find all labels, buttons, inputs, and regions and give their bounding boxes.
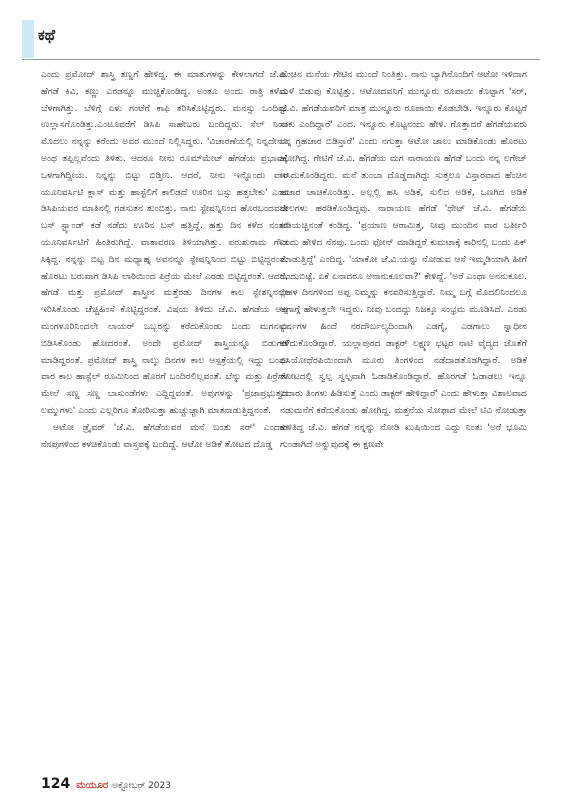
- page-number: 124: [41, 776, 71, 792]
- paragraph: ಎಂದು ಪ್ರಮೋದ್ ಶಾಸ್ತ್ರಿ ತಣ್ಣಗೆ ಹೇಳಿದ್ದ. ಈ ಮಾತುಗಳನ್ನು ಕೇಳಲಾಗದೆ ಜೆ.ವಿ. ಹೆಗಡೆ ಕಿವಿ, ಕಣ್ಣು ಎರಡನ್ನೂ ಮುಚ್ಚಿಕೊಂಡಿದ್ದ. ಅಂತೂ ಅಂದು ರಾತ್ರಿ ಕಳೆದು ಬೆಳಗಾಗಿತ್ತು. ಬೆಳಿಗ್ಗೆ ಏಳು ಗಂಟೆಗೆ ಕಾಫಿ ತರಿಸಿಕೊಟ್ಟಿದ್ದರು. ಮನಸ್ಸು ಒಂದಿಷ್ಟು ಉಲ್ಲಾಸಗೊಂಡಿತ್ತು.ಎಂಟೂವರೆಗೆ ಡಿಸಿಪಿ ಸಾಹೇಬರು ಬಂದಿದ್ದರು. ಸೆಲ್ ನಿಂದ ಮೊದಲು ನನ್ನನ್ನು ಕರೆಂದು ಅವರ ಮುಂದೆ ನಿಲ್ಲಿಸಿದ್ದರು. 'ವಿಚಾರಣೆಯಲ್ಲಿ ನಿನ್ನದೇನೂ ಅಂಥ ತಪ್ಪಿಲ್ಲವೆಂದು ತಿಳಿತು. ಆದರೂ ನೀನು ರೂಮ್‌ಮೇಟ್ ಹೆಗಡೆಯ ಪ್ರಭಾವಕ್ಕೆ ಒಳಗಾಗಿದ್ದೀಯ. ನಿನ್ನನ್ನು ಬಿಟ್ಟು ಬಿಡ್ತೀನಿ. ಆದರೆ, ನೀನು ಇನ್ನೊಂದು ವಾರ ಯೂನಿವರ್ಸಿಟಿ ಕ್ಲಾಸ್ ಮತ್ತು ಹಾಸ್ಟೆಲಿಗೆ ಕಾಲಿಡದೆ ಊರಿನ ಬಸ್ಸು ಹತ್ತಬೇಕು' ಎಂದ ಡಿಸಿಪಿಯವರ ಮಾತಿನಲ್ಲಿ ಗಡಸುತನ ತುಂಬಿತ್ತು. ನಾನು ಸ್ಟೇಷನ್ನಿನಿಂದ ಹೊರಬಂದವನೇ ಬಸ್ ಸ್ಟ್ಯಾಂಡ್ ಕಡೆ ನಡೆದು ಊರಿನ ಬಸ್ ಹತ್ತಿದ್ದೆ. ಹತ್ತು ದಿನ ಕಳೆದ ನಂತರ ಯೂನಿವರ್ಸಿಟಿಗೆ ಹಿಂತಿರುಗಿದ್ದೆ. ವಾತಾವರಣ ತಿಳಿಯಾಗಿತ್ತು. ಪರುಶುರಾಮ ಗೌಡ ಸಿಕ್ಕಿದ್ದ. ನನ್ನನ್ನು ಬಿಟ್ಟ ದಿನ ಮಧ್ಯಾಹ್ನ ಅವನನ್ನೂ ಸ್ಟೇಷನ್ನಿನಿಂದ ಬಿಟ್ಟು ಬಿಟ್ಟಿದ್ದರಂತೆ. ಹೊರಟು ಬರುವಾಗ ಡಿಸಿಪಿ ಲಾಠಿಯಿಂದ ಪಿರ್ರೆಯ ಮೇಲೆ ಎರಡು ಬಿಟ್ಟಿದ್ದರಂತೆ. ಆದರೆ, ಹೆಗಡೆ ಮತ್ತು ಪ್ರಮೋದ್ ಶಾಸ್ತ್ರೀನ ಮತ್ತೆರಡು ದಿನಗಳ ಕಾಲ ಸ್ಟೇಶನ್ನಿನಲ್ಲೇ ಇರಿಸಿಕೊಂಡು ಚೆಚ್ಚಿಹಿಂಸೆ ಕೊಟ್ಟಿದ್ದರಂತೆ. ವಿಷಯ ತಿಳಿದು ಜೆ.ವಿ. ಹೆಗಡೆಯ ಅಪ್ಪ ಮಂಗಳೂರಿನಿಂದಲೇ ಲಾಯರ್ ಒಬ್ಬರನ್ನು ಕರೆದುಕೊಂಡು ಬಂದು ಮಗನನ್ನು ಬಿಡಿಸಿಕೊಂಡು ಹೋದರಂತೆ. ಅಂದೇ ಪ್ರಮೋದ್ ಶಾಸ್ತ್ರಿಯನ್ನೂ ಬಿಡುಗಡೆ ಮಾಡಿದ್ದರಂತೆ. ಪ್ರಮೋದ್ ಶಾಸ್ತ್ರಿ ನಾಲ್ಕು ದಿನಗಳ ಕಾಲ ಆಸ್ಪತ್ರೆಯಲ್ಲಿ ಇದ್ದು ಬಂದು ವಾರ ಕಾಲ ಹಾಸ್ಟೆಲ್ ರೂಮಿನಿಂದ ಹೊರಗೆ ಬಂದಿರಲಿಲ್ಲವಂತೆ. ಬೆನ್ನು ಮತ್ತು ಪಿರ್ರೆಗಳ ಮೇಲೆ ಸಣ್ಣ ಸಣ್ಣ ಬಾಸುಂಡೆಗಳು ಎದ್ದಿದ್ದವಂತೆ. ಅವುಗಳನ್ನು 'ಪ್ರಜಾಪ್ರಭುತ್ವದ ಲಮ್ಮುಗಳು' ಎಂದು ಎಲ್ಲರಿಗೂ ತೋರಿಸುತ್ತಾ ಹುಚ್ಚುಚ್ಚಾಗಿ ಮಾತನಾಡುತ್ತಿದ್ದನಂತೆ.: [41, 69, 288, 416]
- article-column-right: [280, 67, 527, 769]
- magazine-logo: ಮಯೂರ: [76, 780, 109, 791]
- section-accent-bar: [22, 20, 34, 58]
- header-divider: [22, 59, 540, 60]
- paragraph: ಆಟೋ ಡ್ರೈವರ್ 'ಜೆ.ವಿ. ಹೆಗಡೆಯವರ ಮನೆ ಬಂತು ಸರ್' ಎಂದಾಗ ನೆನಪುಗಳಿಂದ ಕಳಚಿಕೊಂಡು ವಾಸ್ತವಕ್ಕೆ ಬಂದಿದ್ದೆ. ಆಟೋ ಅಡಿಕೆ ತೋಟದ ದೊಡ್ಡ: [41, 421, 288, 450]
- paragraph: ಹೆಂಚಿನ ಮನೆಯ ಗೇಟಿನ ಮುಂದೆ ನಿಂತಿತ್ತು. ನಾನು ಬ್ಯಾಗಿನೊಂದಿಗೆ ಆಟೋ ಇಳಿದಾಗ ಮಳೆ ಬಿಡುವು ಕೊಟ್ಟಿತ್ತು. ಆಟೋದವನಿಗೆ ಮುನ್ನೂರು ರೂಪಾಯಿ ಕೊಟ್ಟಾಗ 'ಸರ್, ಜೆ.ವಿ. ಹೆಗಡೆಯವರಿಗೆ ಮಾತ್ರ ಮುನ್ನೂರು ರೂಪಾಯಿ ಕೊಡಬೇಡಿ. ಇನ್ನೂರು ಕೊಟ್ಟರೆ ಸಾಕು ಎಂದಿದ್ದಾರೆ' ಎಂದ. ಇನ್ನೂರು ಕೊಟ್ಟನಂದು ಹೇಳಿ. ಗೊತ್ತಾದರೆ ಹೆಗಡೆಯವರು ನನ್ನ ಗ್ರಹಚಾರ ಬಿಡಿಸ್ತಾರೆ' ಎಂದು ನಗುತ್ತಾ ಆಟೋ ಚಾಲು ಮಾಡಿಕೊಂಡು ಹೊರಟು ಹೋಗಿದ್ದ. ಗೇಟಿಗೆ ಜೆ.ವಿ. ಹೆಗಡೆಯ ಮಗ ನಾರಾಯಣ ಹೆಗಡೆ ಬಂದು ನನ್ನ ಲಗೇಜ್ ಇಸಿದುಕೊಂಡಿದ್ದರು. ಮನೆ ತುಂಬಾ ದೊಡ್ಡದಾಗಿದ್ದು ಸುತ್ತಲೂ ವಿಸ್ತಾರವಾದ ಹೆಂಚಿನ ಹಜಾರ ಚಾಚಿಕೊಂಡಿತ್ತು. ಅಲ್ಲಲ್ಲಿ ಹಸಿ ಅಡಿಕೆ, ಸುಲಿದ ಅಡಿಕೆ, ಒಣಗಿದ ಅಡಿಕೆ ಚೀಲಗಳು ಹರಡಿಕೊಂಡಿದ್ದವು. ನಾರಾಯಣ ಹೆಗಡೆ 'ಥೇಟ್ ಜೆ.ವಿ. ಹೆಗಡೆಯ ಪಡಿಯಚ್ಚಿನಂತೆ ಕಂಡಿದ್ದ. 'ಪ್ರಯಾಣ ಆರಾಮಿತ್ತ, ನೀವು ಮುಂದಿನ ವಾರ ಬರ್ತೀರಿ ಎಂದು ಹೇಳಿದ ನೆನಪು. ಒಂದು ಫೋನ್ ಮಾಡಿದ್ದರೆ ಕುಮಟಾಕ್ಕೆ ಕಾರಿನಲ್ಲಿ ಬಂದು ಪಿಕ್ ಮಾಡುತ್ತಿದ್ದೆ' ಎಂದಿದ್ದ. 'ಯಾಕೋ ಜೆ.ವಿ.ಯನ್ನು ನೋಡುವ ಆಸೆ ಇಮ್ಮಡಿಯಾಗಿ ಹೀಗೆ ಬಂದುಬಿಟ್ಟೆ. ಏಕೆ ಏನಾದರೂ ಅನಾನುಕೂಲವಾ?' ಕೇಳಿದ್ದೆ. 'ಅರೆ ಎಂಥಾ ಅನನುಕೂಲ. ಬಹಳ ದಿನಗಳಿಂದ ಅಪ್ಪ ನಿಮ್ಮನ್ನು ಕನವರಿಸುತ್ತಿದ್ದಾರೆ. ನಿಮ್ಮ ಬಗ್ಗೆ ಮೊದಲಿನಿಂದಲೂ ಆಗಾಗ್ಗೆ ಹೇಳುತ್ತಲೇ ಇದ್ದರು. ನೀವು ಬಂದದ್ದು ನಿಜಕ್ಕೂ ಸಂಭ್ರಮ ಮೂಡಿಸಿದೆ. ಎರಡು ವರ್ಷಗಳ ಹಿಂದೆ ನರದೌರ್ಬಲ್ಯದಿಂದಾಗಿ ಎಡಗೈ, ಎಡಗಾಲು ಸ್ವಾಧೀನ ಕಳೆದುಕೊಂಡಿದ್ದಾರೆ. ಯಲ್ಲಾಪುರದ ಡಾಕ್ಟರ್ ಲಕ್ಷ್ಮಣ ಭಟ್ಟರ ನಾಟಿ ವೈದ್ಯದ ಜೊತೆಗೆ ಫಿಸಿಯೋಥೆರಪಿಯಿಂದಾಗಿ ಮೂರು ತಿಂಗಳಿಂದ ನಡೆದಾಡತೊಡಗಿದ್ದಾರೆ. ಅಡಿಕೆ ತೋಟದಲ್ಲಿ ಸ್ವಲ್ಪ ಸ್ವಲ್ಪವಾಗಿ ಓಡಾಡಿಕೊಂಡಿದ್ದಾರೆ. ಹೊರಗಡೆ ಓಡಾಡಲು ಇನ್ನೂ ಐದಾರು ತಿಂಗಳು ಹಿಡಿಸುತ್ತೆ ಎಂದು ಡಾಕ್ಟರ್ ಹೇಳಿದ್ದಾರೆ' ಎಂದು ಹೇಳುತ್ತಾ ವಿಶಾಲವಾದ ನಡುಮನೆಗೆ ಕರೆದುಕೊಂಡು ಹೋಗಿದ್ದ. ಮತ್ತನೆಯ ಸೋಫಾದ ಮೇಲೆ ಟಿವಿ ನೋಡುತ್ತಾ ಕುಳಿತಿದ್ದ ಜೆ.ವಿ. ಹೆಗಡೆ ನನ್ನನ್ನು ನೋಡಿ ಖುಷಿಯಿಂದ ಎದ್ದು ನಿಂತು 'ಅರೆ ಭೂಮಿ ಗುಂಡಾಗಿದೆ ಅನ್ನುವುದಕ್ಕೆ ಈ ಕ್ಷಣವೇ: [280, 69, 527, 450]
- article-column-left: [41, 67, 288, 769]
- section-title: ಕಥೆ: [38, 26, 56, 44]
- issue-date: ಅಕ್ಟೋಬರ್ 2023: [112, 781, 171, 791]
- page-footer: [41, 776, 171, 792]
